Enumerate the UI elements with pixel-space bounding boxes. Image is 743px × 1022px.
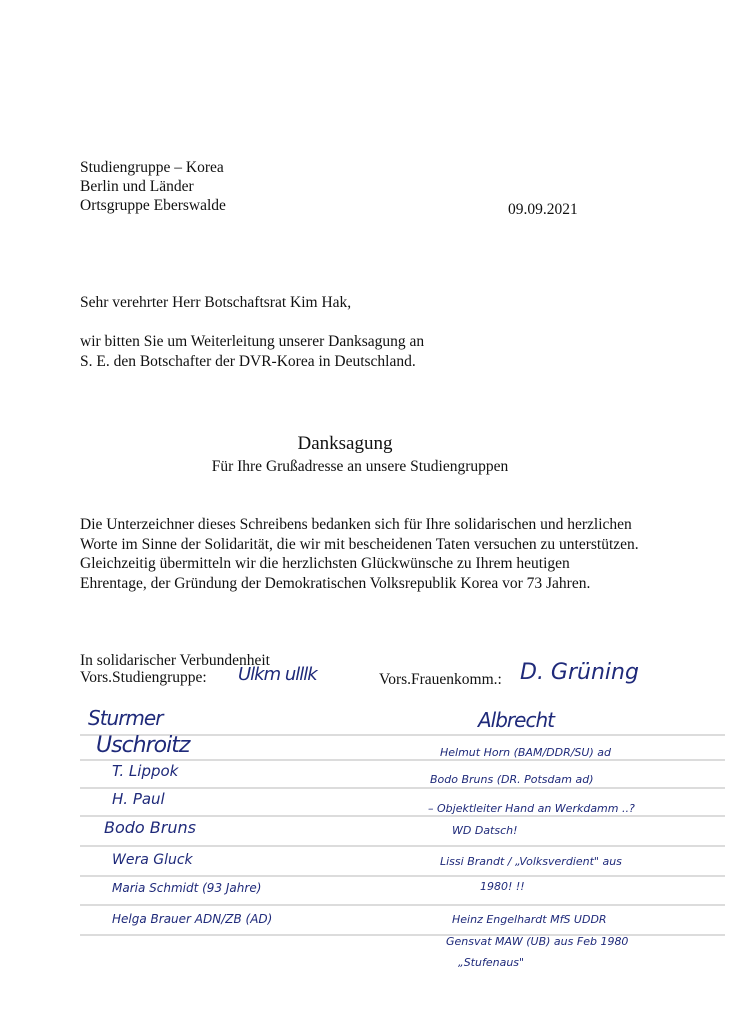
signature-left-6: Wera Gluck	[112, 852, 193, 868]
closing-line: In solidarischer Verbundenheit	[80, 652, 270, 669]
signature-right-2: Helmut Horn (BAM/DDR/SU) ad	[440, 746, 611, 759]
women-committee-label: Vors.Frauenkomm.:	[379, 671, 502, 688]
signature-left-7: Maria Schmidt (93 Jahre)	[112, 881, 262, 895]
sender-line-2: Berlin und Länder	[80, 178, 194, 195]
signature-left-5: Bodo Bruns	[104, 818, 196, 837]
sender-line-1: Studiengruppe – Korea	[80, 159, 224, 176]
chair-label: Vors.Studiengruppe:	[80, 669, 207, 686]
request-line-2: S. E. den Botschafter der DVR-Korea in Deutschland.	[80, 353, 416, 370]
body-paragraph-2: Gleichzeitig übermitteln wir die herzlichsten Glückwünsche zu Ihrem heutigen Ehrentage, der Gründung der Demokratischen Volksrepublik Korea vor 73 Jahren.	[80, 555, 591, 592]
sender-line-3: Ortsgruppe Eberswalde	[80, 197, 226, 214]
signature-right-10: „Stufenaus"	[458, 956, 525, 969]
letter-subtitle: Für Ihre Grußadresse an unsere Studiengruppen	[211, 458, 509, 475]
chair-signature: Ulkm ulllk	[238, 664, 317, 685]
signature-right-6: Lissi Brandt / „Volksverdient" aus	[440, 855, 622, 868]
women-committee-signature: D. Grüning	[520, 660, 639, 685]
signature-right-3: Bodo Bruns (DR. Potsdam ad)	[430, 773, 594, 786]
salutation: Sehr verehrter Herr Botschaftsrat Kim Hak,	[80, 294, 352, 311]
body-paragraph-1: Die Unterzeichner dieses Schreibens bedanken sich für Ihre solidarischen und herzlichen Worte im Sinne der Solidarität, die wir mit bescheidenen Taten versuchen zu unterstützen.	[80, 516, 639, 553]
signature-right-1: Albrecht	[478, 708, 554, 732]
signature-right-4: – Objektleiter Hand an Werkdamm ..?	[428, 802, 635, 815]
signature-left-2: Uschroitz	[96, 733, 190, 758]
signature-right-7: 1980! !!	[480, 880, 525, 893]
request-line-1: wir bitten Sie um Weiterleitung unserer Danksagung an	[80, 333, 425, 350]
signature-left-4: H. Paul	[112, 790, 165, 808]
signature-left-1: Sturmer	[88, 706, 163, 730]
signature-right-5: WD Datsch!	[452, 824, 518, 837]
signature-right-8: Heinz Engelhardt MfS UDDR	[452, 913, 607, 926]
signature-right-9: Gensvat MAW (UB) aus Feb 1980	[446, 935, 629, 948]
signature-left-3: T. Lippok	[112, 762, 179, 780]
letter-title: Danksagung	[297, 433, 393, 454]
letter-date: 09.09.2021	[508, 201, 578, 218]
signature-left-8: Helga Brauer ADN/ZB (AD)	[112, 912, 273, 926]
